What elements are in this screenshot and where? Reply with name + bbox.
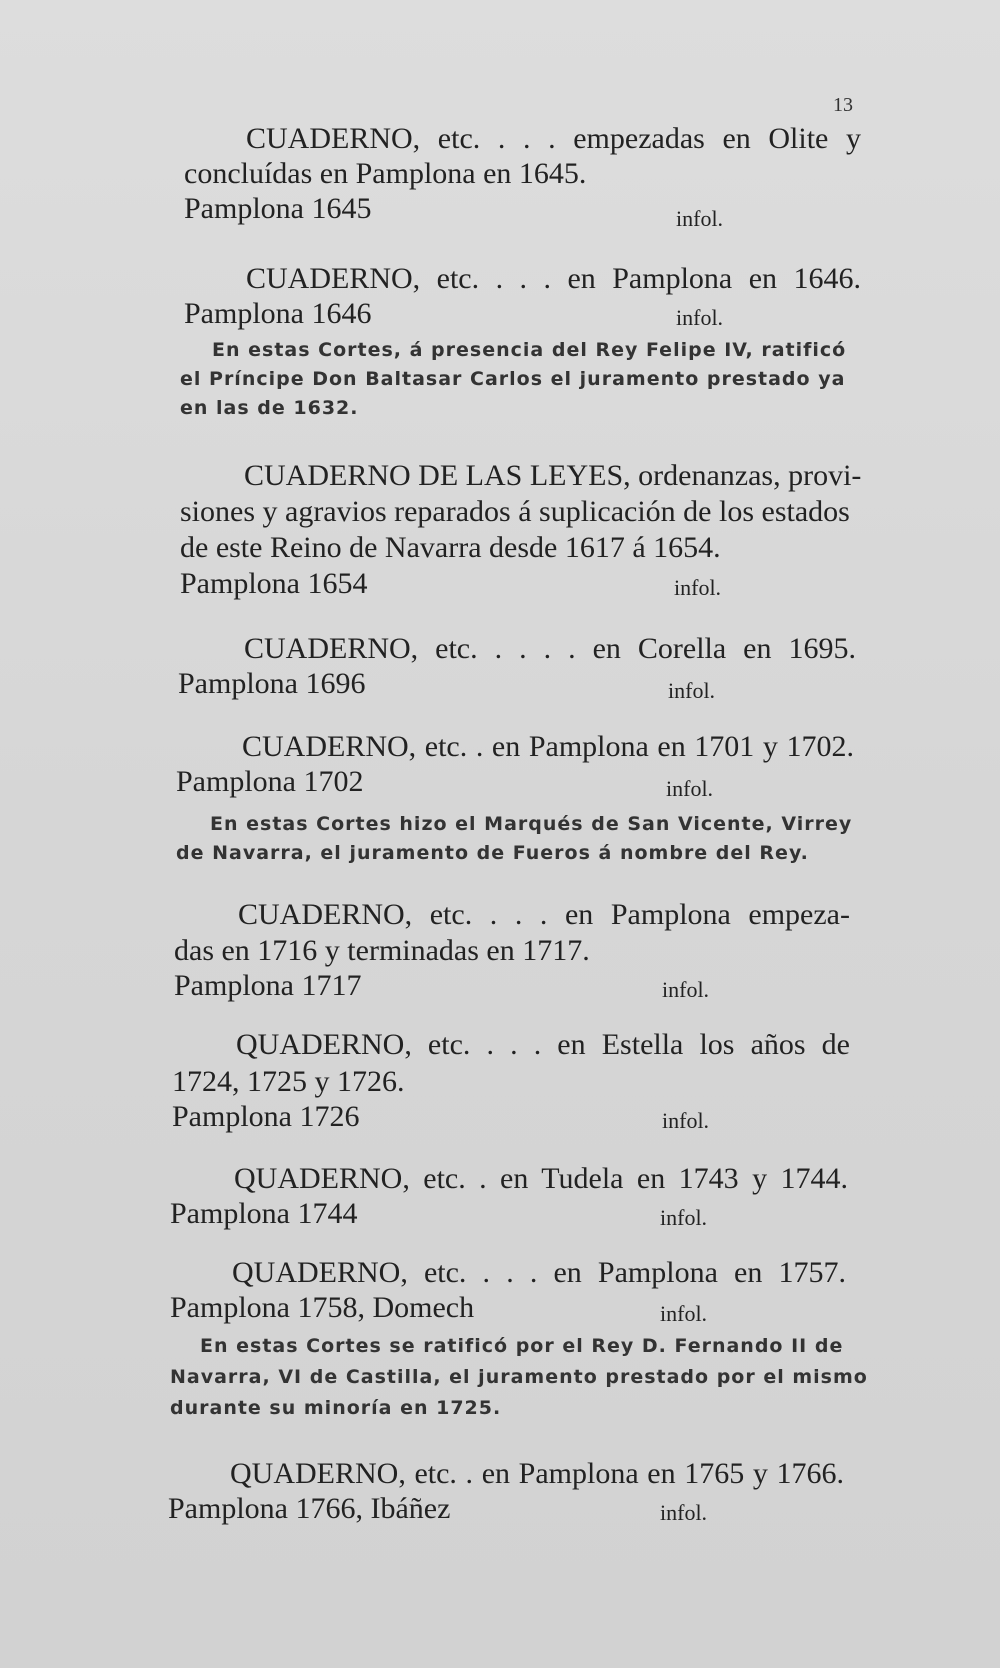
entry-line: QUADERNO, etc. . en Pamplona en 1765 y 1766. — [230, 1457, 844, 1490]
format-label: infol. — [676, 305, 724, 330]
entry-imprint: Pamplona 1702 — [176, 765, 364, 798]
entry-note-line: de Navarra, el juramento de Fueros á nombre del Rey. — [176, 842, 809, 864]
entry-line: CUADERNO, etc. . . . . en Corella en 1695. — [244, 632, 856, 665]
entry-imprint: Pamplona 1646 — [184, 297, 372, 330]
entry-line: QUADERNO, etc. . en Tudela en 1743 y 1744. — [234, 1162, 848, 1195]
page-number: 13 — [833, 94, 853, 116]
entry-line: CUADERNO, etc. . . . en Pamplona empeza- — [238, 898, 850, 931]
entry-imprint: Pamplona 1766, Ibáñez — [168, 1492, 451, 1525]
entry-line: siones y agravios reparados á suplicación de los estados — [180, 495, 850, 528]
entry-note-line: Navarra, VI de Castilla, el juramento prestado por el mismo — [170, 1366, 868, 1388]
entry-line: CUADERNO, etc. . . . empezadas en Olite y — [246, 122, 861, 155]
entry-note-line: durante su minoría en 1725. — [170, 1397, 502, 1419]
entry-line: das en 1716 y terminadas en 1717. — [174, 934, 590, 967]
format-label: infol. — [676, 206, 724, 231]
entry-note-line: en las de 1632. — [180, 397, 359, 419]
entry-imprint: Pamplona 1654 — [180, 567, 368, 600]
entry-line: concluídas en Pamplona en 1645. — [184, 157, 587, 190]
entry-line: CUADERNO DE LAS LEYES, ordenanzas, provi- — [244, 459, 862, 492]
format-label: infol. — [666, 776, 714, 801]
format-label: infol. — [674, 575, 722, 600]
format-label: infol. — [668, 678, 716, 703]
format-label: infol. — [662, 1108, 710, 1133]
entry-note-line: En estas Cortes hizo el Marqués de San Vicente, Virrey — [210, 813, 853, 835]
format-label: infol. — [662, 977, 710, 1002]
entry-note-line: En estas Cortes se ratificó por el Rey D. Fernando II de — [200, 1335, 844, 1357]
entry-line: CUADERNO, etc. . . . en Pamplona en 1646. — [246, 262, 861, 295]
format-label: infol. — [660, 1500, 708, 1525]
entry-line: QUADERNO, etc. . . . en Estella los años de — [236, 1028, 850, 1061]
entry-imprint: Pamplona 1726 — [172, 1100, 360, 1133]
entry-note-line: En estas Cortes, á presencia del Rey Felipe IV, ratificó — [212, 339, 847, 361]
format-label: infol. — [660, 1205, 708, 1230]
entry-note-line: el Príncipe Don Baltasar Carlos el juramento prestado ya — [180, 368, 846, 390]
entry-imprint: Pamplona 1696 — [178, 667, 366, 700]
entry-line: QUADERNO, etc. . . . en Pamplona en 1757. — [232, 1256, 846, 1289]
entry-imprint: Pamplona 1744 — [170, 1197, 358, 1230]
format-label: infol. — [660, 1301, 708, 1326]
entry-line: de este Reino de Navarra desde 1617 á 1654. — [180, 531, 721, 564]
entry-imprint: Pamplona 1717 — [174, 969, 362, 1002]
entry-line: 1724, 1725 y 1726. — [172, 1065, 405, 1098]
entry-imprint: Pamplona 1645 — [184, 192, 372, 225]
entry-line: CUADERNO, etc. . en Pamplona en 1701 y 1702. — [242, 730, 854, 763]
entry-imprint: Pamplona 1758, Domech — [170, 1291, 475, 1324]
